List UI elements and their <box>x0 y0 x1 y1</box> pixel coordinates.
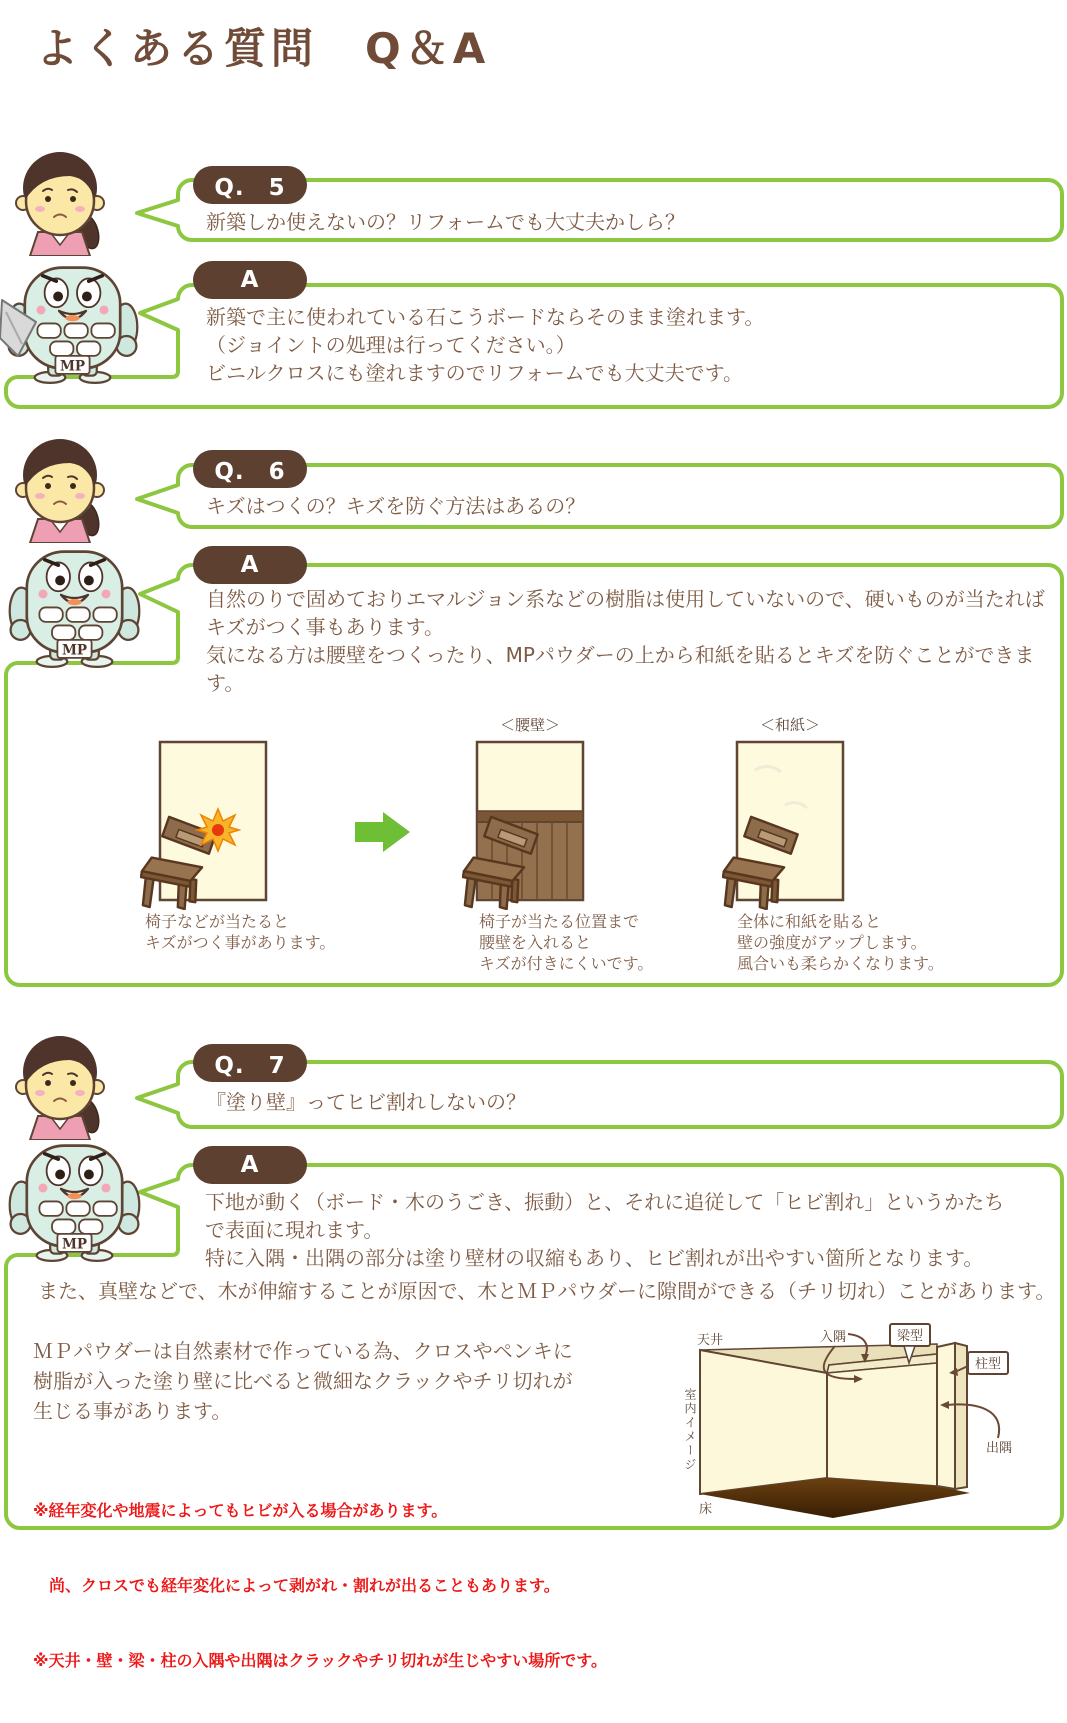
room-back-wall <box>827 1363 937 1486</box>
a6-line-4: す。 <box>206 671 245 695</box>
a7-note-text: ＭＰパウダーは自然素材で作っている為、クロスやペンキに 樹脂が入った塗り壁に比べると微細なクラックやチリ切れが 生じる事があります。 <box>33 1339 573 1423</box>
beam-label: 梁型 <box>896 1329 924 1344</box>
q7-question-text: 『塗り壁』ってヒビ割れしないの？ <box>206 1090 526 1114</box>
mascot-avatar-a6 <box>7 546 142 668</box>
figure-caption-3: 全体に和紙を貼ると 壁の強度がアップします。 風合いも柔らかくなります。 <box>737 912 944 973</box>
room-left-wall <box>700 1350 827 1494</box>
room-pillar-front <box>937 1343 955 1489</box>
pillar-label: 柱型 <box>974 1357 1002 1372</box>
outer-corner-label: 出隅 <box>986 1441 1013 1456</box>
trowel-icon <box>0 292 40 362</box>
inner-corner-label: 入隅 <box>820 1330 847 1345</box>
a6-line-2: キズがつく事もあります。 <box>206 615 444 639</box>
a5-answer-text <box>206 303 764 387</box>
a6-answer-text <box>206 585 1045 697</box>
a5-line-1: 新築で主に使われている石こうボードならそのまま塗れます。 <box>206 305 765 329</box>
room-diagram-caption: 室内イメージ <box>683 1388 697 1472</box>
q5-question-text: 新築しか使えないの？リフォームでも大丈夫かしら？ <box>206 210 685 234</box>
q7-label-pill: Q. 7 <box>193 1044 307 1082</box>
room-diagram <box>683 1322 1067 1540</box>
room-pillar-side <box>955 1343 967 1489</box>
a7-warning-text: ※経年変化や地震によってもヒビが入る場合があります。 尚、クロスでも経年変化によって剥がれ・割れが出ることもあります。 ※天井・壁・梁・柱の入隅や出隅はクラックやチリ切れが生じやすい場所です。 <box>33 1501 607 1670</box>
a7-line-4: また、真壁などで、木が伸縮することが原因で、木とＭＰパウダーに隙間ができる（チリ切れ）ことがあります。 <box>38 1279 1056 1303</box>
woman-avatar-q6 <box>10 433 110 543</box>
a7-label-pill: A <box>193 1146 307 1184</box>
a7-line-2: で表面に現れます。 <box>205 1218 384 1242</box>
woman-avatar-q7 <box>10 1030 110 1140</box>
a5-label-pill: A <box>193 261 307 299</box>
a7-line-3: 特に入隅・出隅の部分は塗り壁材の収縮もあり、ヒビ割れが出やすい箇所となります。 <box>205 1246 984 1270</box>
q6-label-pill: Q. 6 <box>193 450 307 488</box>
woman-avatar-q5 <box>10 146 110 256</box>
a5-line-2: （ジョイントの処理は行ってください。） <box>206 333 576 357</box>
a5-line-3: ビニルクロスにも塗れますのでリフォームでも大丈夫です。 <box>206 361 743 385</box>
a6-line-3: 気になる方は腰壁をつくったり、MPパウダーの上から和紙を貼るとキズを防ぐことができま <box>206 643 1035 667</box>
figure-caption-1: 椅子などが当たると キズがつく事があります。 <box>145 912 336 952</box>
a7-line-1: 下地が動く（ボード・木のうごき、振動）と、それに追従して「ヒビ割れ」というかたち <box>205 1190 1005 1214</box>
floor-label: 床 <box>699 1502 713 1517</box>
page-title: よくある質問 Q＆A <box>36 24 491 73</box>
mascot-avatar-a7 <box>7 1140 142 1262</box>
ceiling-label: 天井 <box>697 1333 724 1348</box>
a7-answer-text <box>205 1188 1004 1272</box>
figure-caption-2: 椅子が当たる位置まで 腰壁を入れると キズが付きにくいです。 <box>479 912 654 973</box>
arrow-right-icon <box>355 812 410 852</box>
figure-label-washi: ＜和紙＞ <box>759 716 820 734</box>
figure-label-koshikabe: ＜腰壁＞ <box>499 716 560 734</box>
a6-line-1: 自然のりで固めておりエマルジョン系などの樹脂は使用していないので、硬いものが当たれば <box>206 587 1045 611</box>
a6-label-pill: A <box>193 546 307 584</box>
q6-question-text: キズはつくの？キズを防ぐ方法はあるの？ <box>206 494 586 518</box>
wall-figures <box>130 710 870 915</box>
q5-label-pill: Q. 5 <box>193 166 307 204</box>
